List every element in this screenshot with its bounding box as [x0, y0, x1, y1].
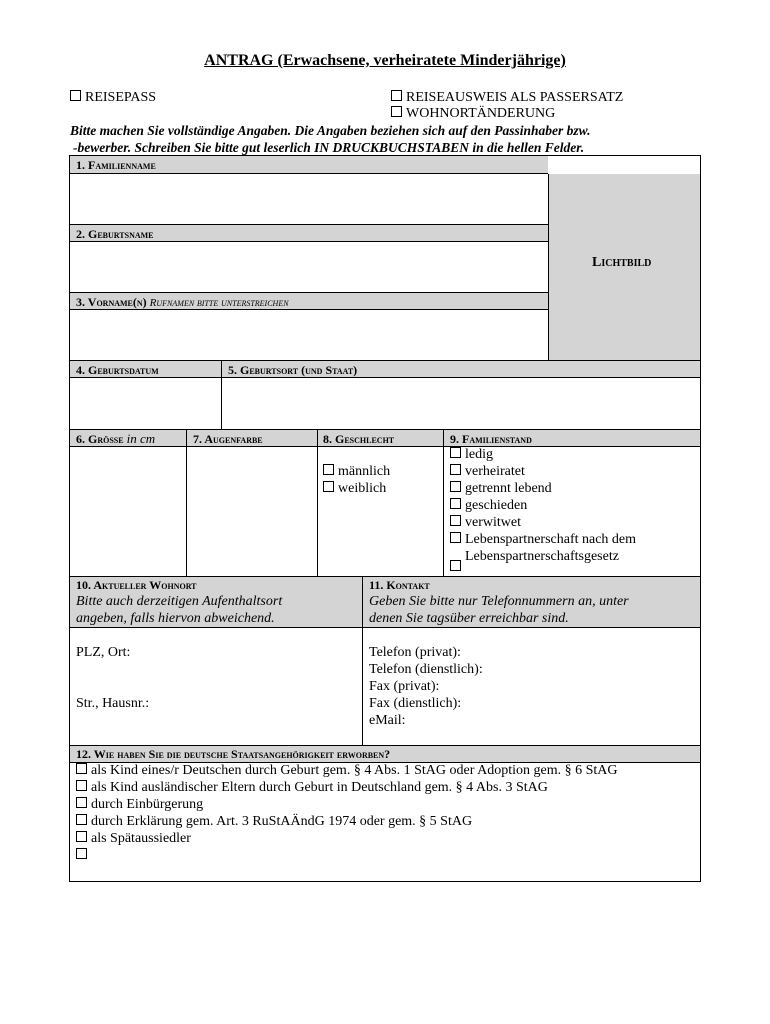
option-weiblich-label: weiblich — [338, 481, 387, 496]
option-reisepass[interactable] — [70, 90, 156, 106]
erwerb-heading: 12. Wie haben Sie die deutsche Staatsangehörigkeit erworben? — [76, 747, 391, 761]
option-ledig[interactable] — [450, 447, 493, 464]
erwerb-option-other[interactable] — [76, 848, 91, 865]
checkbox-icon[interactable] — [76, 814, 87, 825]
erwerb-option-erklaerung-label: durch Erklärung gem. Art. 3 RuStAÄndG 1974 oder gem. § 5 StAG — [91, 814, 473, 829]
geschlecht-label: 8. Geschlecht — [323, 432, 395, 446]
erwerb-option-auslaendische-eltern-label: als Kind ausländischer Eltern durch Geburt in Deutschland gem. § 4 Abs. 3 StAG — [91, 780, 548, 795]
checkbox-icon[interactable] — [391, 90, 402, 101]
erwerb-option-spaetaussiedler[interactable] — [76, 831, 191, 848]
wohnort-heading: 10. Aktueller Wohnort — [76, 578, 197, 592]
lichtbild-label: Lichtbild — [592, 255, 652, 270]
checkbox-icon[interactable] — [450, 515, 461, 526]
familienstand-label: 9. Familienstand — [450, 432, 532, 446]
divider — [70, 173, 548, 174]
checkbox-icon[interactable] — [76, 831, 87, 842]
divider — [70, 429, 700, 430]
option-lebenspartnerschaft[interactable] — [450, 532, 636, 549]
option-wohnort-label: WOHNORTÄNDERUNG — [406, 106, 556, 121]
divider — [70, 377, 700, 378]
option-reiseausweis[interactable] — [391, 90, 623, 106]
option-reisepass-label: REISEPASS — [85, 90, 157, 105]
checkbox-icon[interactable] — [450, 498, 461, 509]
divider — [443, 430, 444, 576]
divider — [70, 745, 700, 746]
geburt-header — [70, 360, 700, 378]
option-lebenspartnerschaft-label: Lebenspartnerschaft nach dem — [465, 532, 637, 547]
option-getrennt-label: getrennt lebend — [465, 481, 552, 496]
divider — [221, 360, 222, 429]
kontakt-heading: 11. Kontakt — [369, 578, 430, 592]
erwerb-option-einbuergerung[interactable] — [76, 797, 203, 814]
checkbox-icon[interactable] — [323, 481, 334, 492]
option-weiblich[interactable] — [323, 481, 386, 498]
wohnort-strasse-label: Str., Hausnr.: — [76, 696, 150, 711]
kontakt-email: eMail: — [369, 713, 406, 728]
checkbox-icon[interactable] — [450, 464, 461, 475]
erwerb-option-spaetaussiedler-label: als Spätaussiedler — [91, 831, 191, 846]
wohnort-plz-label: PLZ, Ort: — [76, 645, 131, 660]
checkbox-icon[interactable] — [76, 797, 87, 808]
option-geschieden-label: geschieden — [465, 498, 528, 513]
option-lebenspartnerschaft-cont: Lebenspartnerschaftsgesetz — [465, 549, 619, 564]
geburtsname-label: 2. Geburtsname — [76, 227, 154, 241]
option-maennlich[interactable] — [323, 464, 390, 481]
erwerb-option-erklaerung[interactable] — [76, 814, 472, 831]
divider — [70, 576, 700, 577]
application-form — [69, 155, 701, 882]
checkbox-icon[interactable] — [323, 464, 334, 475]
groesse-unit: in cm — [126, 431, 156, 446]
divider — [548, 174, 549, 360]
option-verwitwet[interactable] — [450, 515, 521, 532]
divider — [70, 292, 548, 293]
kontakt-telefon-privat: Telefon (privat): — [369, 645, 461, 660]
familienname-label: 1. Familienname — [76, 158, 156, 172]
option-verwitwet-label: verwitwet — [465, 515, 521, 530]
instructions-line-2: -bewerber. Schreiben Sie bitte gut leserlich IN DRUCKBUCHSTABEN in die hellen Felder. — [73, 140, 585, 155]
option-reiseausweis-label: REISEAUSWEIS ALS PASSERSATZ — [406, 90, 624, 105]
divider — [186, 430, 187, 576]
kontakt-note-1: Geben Sie bitte nur Telefonnummern an, unter — [369, 594, 629, 609]
checkbox-icon[interactable] — [76, 848, 87, 859]
vorname-hint: Rufnamen bitte unterstreichen — [149, 297, 289, 309]
erwerb-option-einbuergerung-label: durch Einbürgerung — [91, 797, 204, 812]
checkbox-icon[interactable] — [450, 560, 461, 571]
kontakt-fax-privat: Fax (privat): — [369, 679, 440, 694]
checkbox-icon[interactable] — [450, 532, 461, 543]
erwerb-option-geburt[interactable] — [76, 763, 618, 780]
wohnort-note-2: angeben, falls hiervon abweichend. — [76, 611, 275, 626]
checkbox-icon[interactable] — [70, 90, 81, 101]
option-geschieden[interactable] — [450, 498, 527, 515]
erwerb-option-auslaendische-eltern[interactable] — [76, 780, 548, 797]
instructions-line-1: Bitte machen Sie vollständige Angaben. Die Angaben beziehen sich auf den Passinhaber bzw. — [70, 123, 591, 138]
option-getrennt[interactable] — [450, 481, 552, 498]
vorname-label — [76, 295, 289, 310]
divider — [70, 224, 548, 225]
vorname-label-text: 3. Vorname(n) — [76, 295, 147, 309]
geburtsdatum-label: 4. Geburtsdatum — [76, 363, 159, 377]
checkbox-icon[interactable] — [391, 106, 402, 117]
option-verheiratet-label: verheiratet — [465, 464, 525, 479]
kontakt-fax-dienstlich: Fax (dienstlich): — [369, 696, 462, 711]
option-familienstand-other[interactable] — [450, 560, 465, 577]
wohnort-note-1: Bitte auch derzeitigen Aufenthaltsort — [76, 594, 283, 609]
kontakt-note-2: denen Sie tagsüber erreichbar sind. — [369, 611, 569, 626]
divider — [70, 360, 700, 361]
groesse-label-text: 6. Grösse — [76, 432, 124, 446]
checkbox-icon[interactable] — [76, 780, 87, 791]
option-wohnort[interactable] — [391, 106, 555, 122]
form-title: ANTRAG (Erwachsene, verheiratete Minderjährige) — [204, 52, 566, 69]
divider — [362, 576, 363, 745]
augenfarbe-label: 7. Augenfarbe — [193, 432, 263, 446]
checkbox-icon[interactable] — [76, 763, 87, 774]
checkbox-icon[interactable] — [450, 447, 461, 458]
erwerb-option-geburt-label: als Kind eines/r Deutschen durch Geburt gem. § 4 Abs. 1 StAG oder Adoption gem. § 6 StAG — [91, 763, 618, 778]
option-ledig-label: ledig — [465, 447, 493, 462]
divider — [317, 430, 318, 576]
checkbox-icon[interactable] — [450, 481, 461, 492]
kontakt-telefon-dienstlich: Telefon (dienstlich): — [369, 662, 483, 677]
groesse-label — [76, 431, 155, 447]
geburtsort-label: 5. Geburtsort (und Staat) — [228, 363, 358, 377]
option-verheiratet[interactable] — [450, 464, 525, 481]
option-maennlich-label: männlich — [338, 464, 391, 479]
